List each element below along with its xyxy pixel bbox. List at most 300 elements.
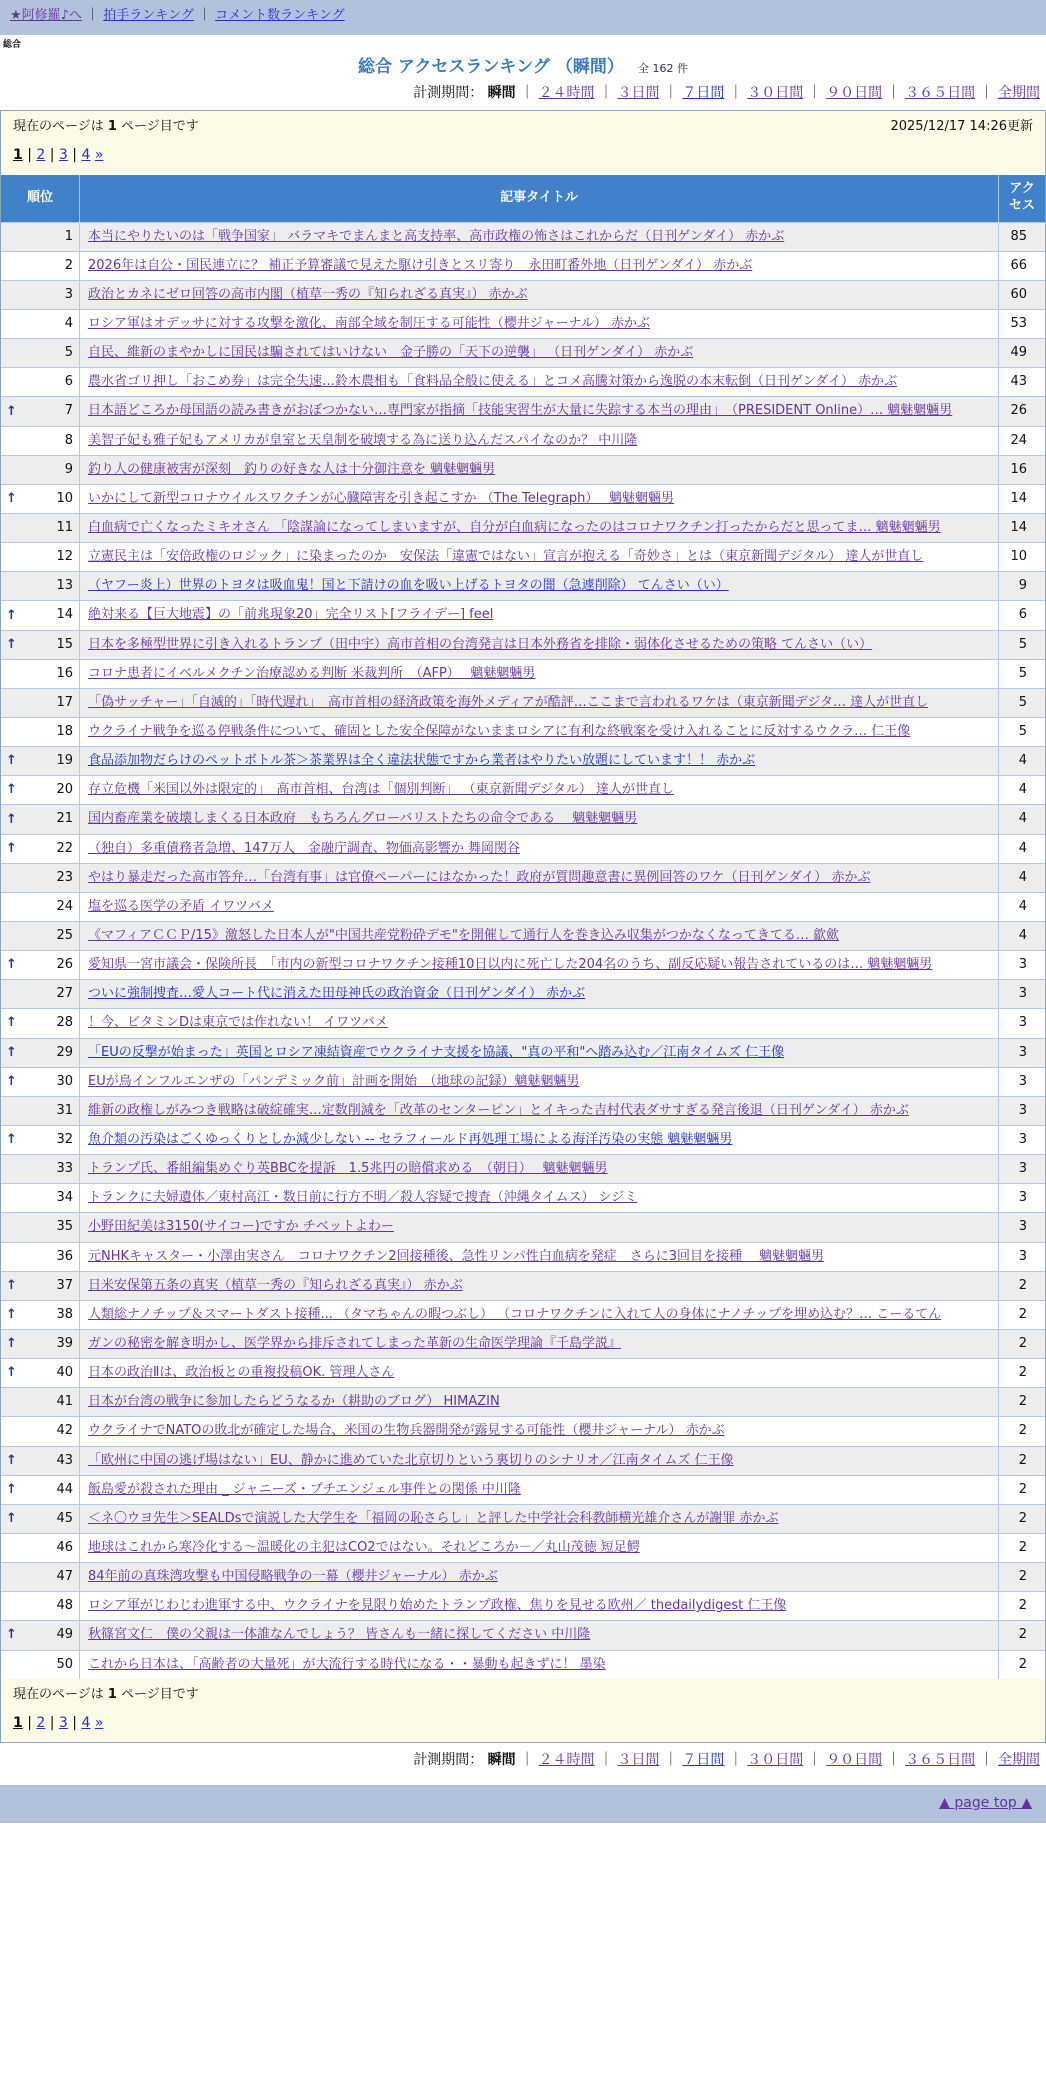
rank-cell: [1, 776, 80, 805]
table-row: [1, 1242, 1045, 1271]
page-info-prefix: 現在のページは: [13, 119, 108, 135]
article-link[interactable]: （ヤフー炎上）世界のトヨタは吸血鬼！国と下請けの血を吸い上げるトヨタの闇（急遽削除） てんさい（い）: [88, 578, 729, 594]
table-row: [1, 1621, 1045, 1650]
rank-cell: [1, 1096, 80, 1125]
article-cell: [80, 1067, 999, 1096]
period-separator: ｜: [882, 1752, 906, 1769]
table-row: [1, 630, 1045, 659]
table-row: [1, 1592, 1045, 1621]
period-link[interactable]: ９０日間: [826, 1752, 883, 1769]
rank-number: 7: [64, 403, 73, 419]
article-cell: [80, 892, 999, 921]
article-link[interactable]: 自民、維新のまやかしに国民は騙されてはいけない 金子勝の「天下の逆襲」 （日刊ゲンダイ） 赤かぶ: [88, 345, 694, 361]
article-link[interactable]: （独自）多重債務者急増、147万人 金融庁調査、物価高影響か 舞岡関谷: [88, 840, 520, 856]
category-label: 総合: [3, 40, 22, 51]
rank-number: 46: [56, 1539, 73, 1555]
updated-timestamp: 2025/12/17 14:26更新: [890, 119, 1033, 135]
period-link[interactable]: ３０日間: [747, 85, 804, 102]
access-count: 53: [999, 310, 1046, 339]
rank-number: 34: [56, 1190, 73, 1206]
table-row: [1, 1533, 1045, 1562]
rank-number: 31: [56, 1102, 73, 1118]
up-arrow-icon: ↑: [6, 636, 17, 652]
table-row: [1, 339, 1045, 368]
page-link[interactable]: 4: [81, 1714, 91, 1731]
rank-cell: [1, 1417, 80, 1446]
article-link[interactable]: ついに強制捜査…愛人コート代に消えた田母神氏の政治資金（日刊ゲンダイ） 赤かぶ: [88, 986, 586, 1002]
page-top-bar: [0, 1785, 1046, 1823]
article-link[interactable]: ウクライナ戦争を巡る停戦条件について、確固とした安全保障がないままロシアに有利な終戦案を受け入れることに反対するウクラ… 仁王像: [88, 724, 911, 740]
table-row: [1, 572, 1045, 601]
article-link[interactable]: 飯島愛が殺された理由 _ ジャニーズ・プチエンジェル事件との関係 中川隆: [88, 1481, 521, 1497]
ranking-table: [1, 175, 1045, 1679]
access-count: 4: [999, 747, 1046, 776]
article-link[interactable]: 絶対来る【巨大地震】の「前兆現象20」完全リスト[フライデー] feel: [88, 607, 494, 623]
article-link[interactable]: 日米安保第五条の真実（植草一秀の『知られざる真実』） 赤かぶ: [88, 1277, 463, 1293]
article-cell: [80, 1417, 999, 1446]
page-separator: |: [22, 1714, 37, 1731]
period-link[interactable]: ３日間: [617, 85, 660, 102]
rank-number: 3: [64, 286, 73, 302]
column-header-access: アクセス: [999, 175, 1046, 222]
period-separator: ｜: [975, 1752, 998, 1769]
article-link[interactable]: 「欧州に中国の逃げ場はない」EU、静かに進めていた北京切りという裏切りのシナリオ／江南タイムズ 仁王像: [88, 1452, 734, 1468]
table-row: [1, 601, 1045, 630]
access-count: 4: [999, 892, 1046, 921]
rank-number: 27: [56, 986, 73, 1002]
page-info-suffix: ページ目です: [116, 1686, 199, 1702]
rank-number: 16: [56, 665, 73, 681]
rank-number: 22: [56, 840, 73, 856]
rank-cell: [1, 310, 80, 339]
rank-cell: [1, 1300, 80, 1329]
table-row: [1, 514, 1045, 543]
rank-number: 26: [56, 957, 73, 973]
rank-number: 37: [56, 1277, 73, 1293]
access-count: 2: [999, 1446, 1046, 1475]
article-link[interactable]: 元NHKキャスター・小澤由実さん コロナワクチン2回接種後、急性リンパ性白血病を発症 さらに3回目を接種 魑魅魍魎男: [88, 1248, 825, 1264]
page-title-row: [0, 54, 1046, 80]
table-row: [1, 892, 1045, 921]
table-row: [1, 776, 1045, 805]
article-cell: [80, 251, 999, 280]
period-link[interactable]: ２４時間: [538, 85, 595, 102]
up-arrow-icon: ↑: [6, 811, 17, 827]
table-row: [1, 980, 1045, 1009]
bottom-info-bar: [1, 1679, 1045, 1743]
table-row: [1, 688, 1045, 717]
rank-number: 44: [56, 1481, 73, 1497]
table-row: [1, 1300, 1045, 1329]
page-link[interactable]: »: [94, 1714, 104, 1731]
article-link[interactable]: これから日本は、「高齢者の大量死」が大流行する時代になる・・暴動も起きずに！ 墨染: [88, 1656, 606, 1672]
article-link[interactable]: 農水省ゴリ押し「おこめ券」は完全失速…鈴木農相も「食料品全般に使える」とコメ高騰対策から逸脱の本末転倒（日刊ゲンダイ） 赤かぶ: [88, 374, 898, 390]
access-count: 3: [999, 1038, 1046, 1067]
rank-cell: [1, 1184, 80, 1213]
rank-cell: [1, 1125, 80, 1154]
bottom-spacer: [0, 1823, 1046, 1849]
access-count: 26: [999, 397, 1046, 426]
article-cell: [80, 1213, 999, 1242]
site-nav-bar: [0, 0, 1046, 35]
period-selector-bottom: [0, 1749, 1046, 1777]
access-count: 10: [999, 543, 1046, 572]
page-info-prefix: 現在のページは: [13, 1686, 108, 1702]
table-row: [1, 659, 1045, 688]
article-cell: [80, 455, 999, 484]
period-current: 瞬間: [487, 1752, 516, 1769]
article-cell: [80, 1446, 999, 1475]
table-row: [1, 368, 1045, 397]
article-cell: [80, 630, 999, 659]
rank-cell: [1, 1359, 80, 1388]
article-link[interactable]: 白血病で亡くなったミキオさん 「陰謀論になってしまいますが、自分が白血病になったのはコロナワクチン打ったからだと思ってま… 魑魅魍魎男: [88, 520, 941, 536]
rank-number: 41: [56, 1394, 73, 1410]
rank-number: 23: [56, 869, 73, 885]
table-row: [1, 1038, 1045, 1067]
rank-number: 45: [56, 1510, 73, 1526]
page-current: 1: [13, 147, 23, 164]
article-link[interactable]: やはり暴走だった高市答弁…「台湾有事」は官僚ペーパーにはなかった！政府が質問趣意書に異例回答のワケ（日刊ゲンダイ） 赤かぶ: [88, 869, 871, 885]
rank-number: 20: [56, 782, 73, 798]
up-arrow-icon: ↑: [6, 1015, 17, 1031]
rank-number: 33: [56, 1161, 73, 1177]
period-selector-top: [0, 82, 1046, 110]
article-cell: [80, 718, 999, 747]
table-row: [1, 1213, 1045, 1242]
table-row: [1, 1125, 1045, 1154]
article-link[interactable]: ガンの秘密を解き明かし、医学界から排斥されてしまった革新の生命医学理論『千島学説』: [88, 1335, 622, 1351]
up-arrow-icon: ↑: [6, 1481, 17, 1497]
rank-cell: [1, 1213, 80, 1242]
article-cell: [80, 1650, 999, 1679]
rank-cell: [1, 1009, 80, 1038]
access-count: 3: [999, 1184, 1046, 1213]
article-cell: [80, 1475, 999, 1504]
article-link[interactable]: 政治とカネにゼロ回答の高市内閣（植草一秀の『知られざる真実』） 赤かぶ: [88, 286, 528, 302]
access-count: 2: [999, 1359, 1046, 1388]
table-row: [1, 397, 1045, 426]
rank-cell: [1, 980, 80, 1009]
nav-link[interactable]: コメント数ランキング: [215, 8, 345, 23]
rank-cell: [1, 718, 80, 747]
rank-cell: [1, 339, 80, 368]
rank-number: 13: [56, 578, 73, 594]
up-arrow-icon: ↑: [6, 753, 17, 769]
table-row: [1, 1417, 1045, 1446]
top-info-bar: [1, 111, 1045, 175]
article-link[interactable]: ！今、ビタミンDは東京では作れない！ イワツバメ: [88, 1015, 388, 1031]
rank-number: 11: [56, 520, 73, 536]
rank-cell: [1, 1329, 80, 1358]
access-count: 3: [999, 980, 1046, 1009]
rank-cell: [1, 951, 80, 980]
period-link[interactable]: 全期間: [998, 85, 1040, 102]
table-row: [1, 1329, 1045, 1358]
article-link[interactable]: 食品添加物だらけのペットボトル茶＞茶業界は全く違法状態ですから業者はやりたい放題にしています！！ 赤かぶ: [88, 753, 756, 769]
page-top-link[interactable]: ▲ page top ▲: [939, 1795, 1032, 1812]
access-count: 43: [999, 368, 1046, 397]
table-row: [1, 251, 1045, 280]
article-cell: [80, 1271, 999, 1300]
page-link[interactable]: »: [94, 147, 104, 164]
period-link[interactable]: ３６５日間: [905, 85, 976, 102]
nav-link[interactable]: 拍手ランキング: [103, 8, 194, 23]
total-count: 全 162 件: [637, 62, 688, 76]
article-link[interactable]: 愛知県一宮市議会・保険所長 「市内の新型コロナワクチン接種10日以内に死亡した204名のうち、副反応疑い報告されているのは… 魑魅魍魎男: [88, 957, 933, 973]
article-link[interactable]: 日本を多極型世界に引き入れるトランプ（田中宇）高市首相の台湾発言は日本外務省を排除・弱体化させるための策略 てんさい（い）: [88, 636, 873, 652]
page-info-text: [13, 1685, 199, 1705]
access-count: 2: [999, 1475, 1046, 1504]
rank-cell: [1, 1621, 80, 1650]
page-info-current: 1: [107, 119, 117, 135]
up-arrow-icon: ↑: [6, 490, 17, 506]
page-separator: |: [45, 147, 59, 164]
rank-cell: [1, 892, 80, 921]
page-separator: |: [67, 147, 82, 164]
article-link[interactable]: いかにして新型コロナウイルスワクチンが心臓障害を引き起こすか （The Telegraph） 魑魅魍魎男: [88, 490, 675, 506]
nav-link[interactable]: ★阿修羅♪へ: [10, 8, 82, 23]
article-cell: [80, 1184, 999, 1213]
rank-number: 36: [56, 1248, 73, 1264]
rank-cell: [1, 747, 80, 776]
table-row: [1, 1388, 1045, 1417]
period-separator: ｜: [882, 85, 906, 102]
article-cell: [80, 1359, 999, 1388]
period-separator: ｜: [975, 85, 998, 102]
page-separator: |: [67, 1714, 82, 1731]
article-link[interactable]: ウクライナでNATOの敗北が確定した場合、米国の生物兵器開発が露見する可能性（櫻井ジャーナル） 赤かぶ: [88, 1423, 725, 1439]
article-cell: [80, 1329, 999, 1358]
period-label: 計測期間：: [413, 1752, 484, 1769]
table-row: [1, 922, 1045, 951]
rank-number: 4: [64, 316, 73, 332]
up-arrow-icon: ↑: [6, 1452, 17, 1468]
access-count: 2: [999, 1650, 1046, 1679]
rank-number: 48: [56, 1598, 73, 1614]
article-cell: [80, 339, 999, 368]
access-count: 49: [999, 339, 1046, 368]
rank-number: 28: [56, 1015, 73, 1031]
period-link[interactable]: ７日間: [682, 1752, 725, 1769]
rank-cell: [1, 1563, 80, 1592]
article-cell: [80, 514, 999, 543]
table-row: [1, 1184, 1045, 1213]
article-link[interactable]: 本当にやりたいのは「戦争国家」 バラマキでまんまと高支持率、高市政権の怖さはこれからだ（日刊ゲンダイ） 赤かぶ: [88, 228, 785, 244]
page-link[interactable]: 2: [36, 1714, 46, 1731]
pagination-bottom: [13, 1713, 1033, 1735]
period-link[interactable]: ２４時間: [538, 1752, 595, 1769]
up-arrow-icon: ↑: [6, 1306, 17, 1322]
period-links: [488, 1752, 1040, 1768]
article-link[interactable]: 《マフィアＣＣＰ/15》激怒した日本人が"中国共産党粉砕デモ"を開催して通行人を巻き込み収集がつかなくなってきてる… 歙歛: [88, 928, 839, 943]
table-row: [1, 1155, 1045, 1184]
up-arrow-icon: ↑: [6, 1335, 17, 1351]
period-link[interactable]: 全期間: [998, 1752, 1040, 1769]
access-count: 14: [999, 514, 1046, 543]
article-link[interactable]: 小野田紀美は3150(サイコー)ですか チベットよわー: [88, 1219, 394, 1235]
article-cell: [80, 280, 999, 309]
period-link[interactable]: ３６５日間: [905, 1752, 976, 1769]
up-arrow-icon: ↑: [6, 1277, 17, 1293]
table-row: [1, 1563, 1045, 1592]
rank-cell: [1, 397, 80, 426]
access-count: 24: [999, 426, 1046, 455]
article-cell: [80, 834, 999, 863]
access-count: 5: [999, 718, 1046, 747]
table-row: [1, 1446, 1045, 1475]
article-cell: [80, 426, 999, 455]
access-count: 16: [999, 455, 1046, 484]
access-count: 9: [999, 572, 1046, 601]
article-link[interactable]: コロナ患者にイベルメクチン治療認める判断 米裁判所 （AFP） 魑魅魍魎男: [88, 665, 536, 681]
article-link[interactable]: 魚介類の汚染はごくゆっくりとしか減少しない -- セラフィールド再処理工場による海洋汚染の実態 魑魅魍魎男: [88, 1131, 733, 1147]
up-arrow-icon: ↑: [6, 1131, 17, 1147]
article-link[interactable]: 2026年は自公・国民連立に？ 補正予算審議で見えた駆け引きとスリ寄り 永田町番外地（日刊ゲンダイ） 赤かぶ: [88, 257, 753, 273]
article-link[interactable]: ＜ネ〇ウヨ先生＞SEALDsで演説した大学生を「福岡の恥さらし」と評した中学社会科教師横光雄介さんが謝罪 赤かぶ: [88, 1510, 779, 1526]
rank-cell: [1, 222, 80, 251]
rank-cell: [1, 863, 80, 892]
rank-number: 38: [56, 1306, 73, 1322]
site-nav-links: [10, 8, 345, 23]
rank-cell: [1, 1038, 80, 1067]
article-link[interactable]: 人類総ナノチップ＆スマートダスト接種... （タマちゃんの暇つぶし） （コロナワクチンに入れて人の身体にナノチップを埋め込む？… こーるてん: [88, 1306, 942, 1322]
page-link[interactable]: 3: [58, 1714, 68, 1731]
period-link[interactable]: ９０日間: [826, 85, 883, 102]
rank-cell: [1, 805, 80, 834]
access-count: 4: [999, 805, 1046, 834]
article-cell: [80, 1621, 999, 1650]
rank-cell: [1, 1388, 80, 1417]
article-cell: [80, 688, 999, 717]
column-header-title: 記事タイトル: [80, 175, 999, 222]
rank-cell: [1, 455, 80, 484]
access-count: 2: [999, 1592, 1046, 1621]
period-separator: ｜: [515, 85, 539, 102]
up-arrow-icon: ↑: [6, 607, 17, 623]
access-count: 85: [999, 222, 1046, 251]
article-link[interactable]: 「EUの反撃が始まった」英国とロシア凍結資産でウクライナ支援を協議、"真の平和"へ踏み込む／江南タイムズ 仁王像: [88, 1044, 785, 1060]
page-link[interactable]: 3: [58, 147, 68, 164]
table-row: [1, 834, 1045, 863]
rank-cell: [1, 1242, 80, 1271]
access-count: 4: [999, 863, 1046, 892]
rank-cell: [1, 1504, 80, 1533]
article-cell: [80, 1125, 999, 1154]
rank-number: 29: [56, 1044, 73, 1060]
article-link[interactable]: ロシア軍がじわじわ進軍する中、ウクライナを見限り始めたトランプ政権、焦りを見せる欧州／ thedailydigest 仁王像: [88, 1598, 787, 1614]
nav-separator: ｜: [193, 8, 216, 23]
rank-number: 39: [56, 1335, 73, 1351]
article-link[interactable]: 日本の政治Ⅱは、政治板との重複投稿OK. 管理人さん: [88, 1365, 395, 1381]
access-count: 3: [999, 1155, 1046, 1184]
access-count: 2: [999, 1504, 1046, 1533]
access-count: 2: [999, 1300, 1046, 1329]
article-link[interactable]: 釣り人の健康被害が深刻 釣りの好きな人は十分御注意を 魑魅魍魎男: [88, 461, 496, 477]
table-row: [1, 747, 1045, 776]
rank-cell: [1, 1650, 80, 1679]
period-link[interactable]: ３０日間: [747, 1752, 804, 1769]
period-link[interactable]: ７日間: [682, 85, 725, 102]
article-cell: [80, 1155, 999, 1184]
up-arrow-icon: ↑: [6, 1365, 17, 1381]
article-link[interactable]: 秋篠宮文仁 僕の父親は一体誰なんでしょう？ 皆さんも一緒に探してください 中川隆: [88, 1627, 591, 1643]
period-separator: ｜: [515, 1752, 539, 1769]
rank-number: 43: [56, 1452, 73, 1468]
rank-cell: [1, 514, 80, 543]
ranking-table-body: [1, 222, 1045, 1679]
access-count: 6: [999, 601, 1046, 630]
article-link[interactable]: 日本語どころか母国語の読み書きがおぼつかない…専門家が指摘「技能実習生が大量に失踪する本当の理由」 （PRESIDENT Online）… 魑魅魍魎男: [88, 403, 953, 419]
access-count: 66: [999, 251, 1046, 280]
page-link[interactable]: 4: [81, 147, 91, 164]
article-link[interactable]: 国内畜産業を破壊しまくる日本政府 もちろんグローバリストたちの命令である 魑魅魍魎男: [88, 811, 638, 827]
table-row: [1, 1009, 1045, 1038]
access-count: 2: [999, 1533, 1046, 1562]
article-cell: [80, 601, 999, 630]
access-count: 2: [999, 1621, 1046, 1650]
up-arrow-icon: ↑: [6, 840, 17, 856]
rank-cell: [1, 368, 80, 397]
table-row: [1, 1504, 1045, 1533]
article-link[interactable]: 立憲民主は「安倍政権のロジック」に染まったのか 安保法「違憲ではない」宣言が抱える「奇妙さ」とは（東京新聞デジタル） 達人が世直し: [88, 549, 924, 565]
rank-cell: [1, 1155, 80, 1184]
content-box: [0, 110, 1046, 1743]
page-link[interactable]: 2: [36, 147, 46, 164]
article-link[interactable]: トランクに夫婦遺体／東村高江・数日前に行方不明／殺人容疑で捜査（沖縄タイムス） シジミ: [88, 1190, 638, 1206]
article-cell: [80, 1096, 999, 1125]
article-link[interactable]: 84年前の真珠湾攻撃も中国侵略戦争の一幕（櫻井ジャーナル） 赤かぶ: [88, 1569, 498, 1585]
article-link[interactable]: ロシア軍はオデッサに対する攻撃を激化、南部全域を制圧する可能性（櫻井ジャーナル） 赤かぶ: [88, 316, 650, 332]
article-link[interactable]: トランプ氏、番組編集めぐり英BBCを提訴 1.5兆円の賠償求める （朝日） 魑魅魍魎男: [88, 1161, 608, 1177]
article-cell: [80, 1563, 999, 1592]
rank-number: 12: [56, 549, 73, 565]
rank-number: 47: [56, 1569, 73, 1585]
article-link[interactable]: 日本が台湾の戦争に参加したらどうなるか（耕助のブログ） HIMAZIN: [88, 1394, 500, 1410]
access-count: 3: [999, 1125, 1046, 1154]
article-link[interactable]: 塩を巡る医学の矛盾 イワツバメ: [88, 898, 274, 914]
rank-number: 30: [56, 1073, 73, 1089]
rank-number: 50: [56, 1656, 73, 1672]
article-link[interactable]: 維新の政権しがみつき戦略は破綻確実…定数削減を「改革のセンターピン」とイキった吉村代表ダサすぎる発言後退（日刊ゲンダイ） 赤かぶ: [88, 1102, 909, 1118]
rank-cell: [1, 922, 80, 951]
rank-number: 18: [56, 724, 73, 740]
access-count: 2: [999, 1563, 1046, 1592]
article-link[interactable]: 美智子妃も雅子妃もアメリカが皇室と天皇制を破壊する為に送り込んだスパイなのか？ 中川隆: [88, 432, 638, 448]
table-row: [1, 951, 1045, 980]
access-count: 4: [999, 922, 1046, 951]
article-link[interactable]: EUが鳥インフルエンザの「パンデミック前」計画を開始 （地球の記録）魑魅魍魎男: [88, 1073, 580, 1089]
access-count: 5: [999, 688, 1046, 717]
rank-number: 14: [56, 607, 73, 623]
up-arrow-icon: ↑: [6, 1073, 17, 1089]
page-separator: |: [45, 1714, 59, 1731]
period-link[interactable]: ３日間: [617, 1752, 660, 1769]
article-cell: [80, 747, 999, 776]
table-row: [1, 863, 1045, 892]
rank-cell: [1, 1067, 80, 1096]
up-arrow-icon: ↑: [6, 1627, 17, 1643]
article-cell: [80, 863, 999, 892]
rank-number: 25: [56, 928, 73, 943]
rank-number: 1: [64, 228, 73, 244]
article-cell: [80, 1504, 999, 1533]
rank-cell: [1, 688, 80, 717]
article-link[interactable]: 地球はこれから寒冷化する～温暖化の主犯はCO2ではない。それどころか－／丸山茂徳 短足鰐: [88, 1539, 640, 1555]
article-link[interactable]: 「偽サッチャー」「自滅的」「時代遅れ」 高市首相の経済政策を海外メディアが酷評…ここまで言われるワケは（東京新聞デジタ… 達人が世直し: [88, 694, 929, 710]
article-link[interactable]: 存立危機「米国以外は限定的」 高市首相、台湾は「個別判断」 （東京新聞デジタル） 達人が世直し: [88, 782, 674, 798]
page-title: 総合 アクセスランキング （瞬間）: [358, 57, 624, 78]
